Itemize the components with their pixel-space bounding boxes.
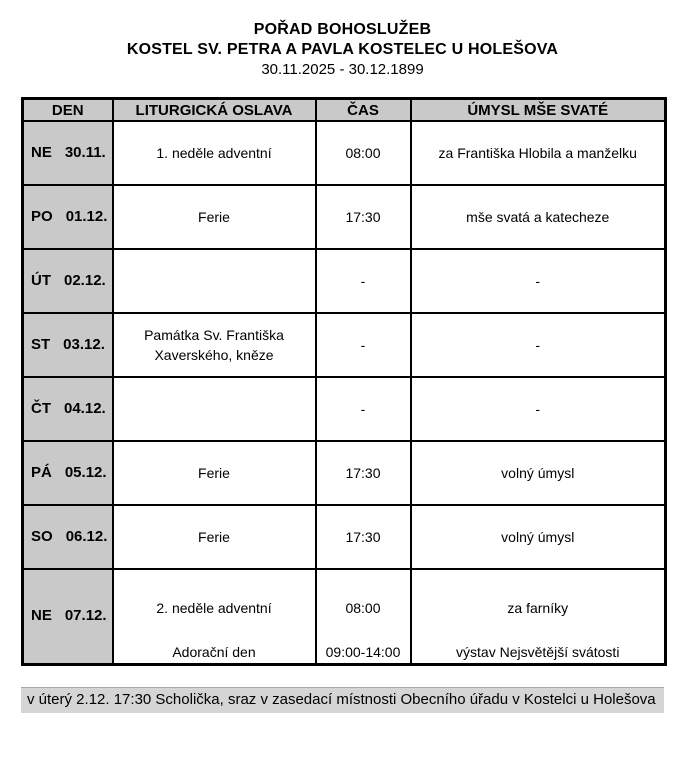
time-cell: 17:30 [316, 441, 411, 505]
intention-cell: volný úmysl [411, 441, 666, 505]
intention-cell: - [411, 313, 666, 377]
time-cell: 08:00 [316, 121, 411, 185]
celebration-secondary: Adorační den [172, 643, 256, 660]
col-header-den: DEN [23, 99, 113, 122]
time-cell: - [316, 249, 411, 313]
intention-secondary: výstav Nejsvětější svátosti [456, 643, 620, 660]
intention-primary: za farníky [507, 600, 569, 617]
celebration-cell: Ferie [113, 441, 316, 505]
celebration-cell: Ferie [113, 185, 316, 249]
table-row [23, 185, 666, 249]
table-row [23, 505, 666, 569]
schedule-table [21, 97, 667, 666]
col-header-cas: ČAS [316, 99, 411, 122]
intention-cell [411, 569, 666, 664]
time-secondary: 09:00-14:00 [325, 643, 401, 660]
col-header-umysl: ÚMYSL MŠE SVATÉ [411, 99, 666, 122]
table-row [23, 121, 666, 185]
day-date: 02.12. [64, 272, 106, 289]
time-cell: 17:30 [316, 505, 411, 569]
intention-cell: mše svatá a katecheze [411, 185, 666, 249]
day-cell [23, 569, 113, 664]
day-abbrev: SO [31, 528, 53, 545]
day-cell [23, 121, 113, 185]
day-cell [23, 313, 113, 377]
table-row [23, 313, 666, 377]
day-date: 07.12. [64, 607, 107, 625]
time-cell: - [316, 377, 411, 441]
day-abbrev: ÚT [31, 272, 51, 289]
table-row [23, 441, 666, 505]
celebration-cell [113, 569, 316, 664]
title-line-2: KOSTEL SV. PETRA A PAVLA KOSTELEC U HOLEŠOVA [126, 41, 559, 58]
day-date: 05.12. [64, 464, 107, 481]
table-row [23, 569, 666, 664]
day-date: 01.12. [65, 208, 108, 225]
document-title [21, 20, 664, 80]
title-date-range: 30.11.2025 - 30.12.1899 [261, 61, 424, 78]
celebration-cell [113, 377, 316, 441]
header-row [23, 99, 666, 122]
day-abbrev: ST [31, 336, 51, 353]
day-cell [23, 441, 113, 505]
celebration-cell: Ferie [113, 505, 316, 569]
day-date: 06.12. [65, 528, 108, 545]
day-abbrev: NE [31, 144, 52, 161]
celebration-cell: Památka Sv. Františka Xaverského, kněze [113, 313, 316, 377]
day-date: 30.11. [64, 144, 106, 161]
intention-cell: - [411, 377, 666, 441]
time-primary: 08:00 [345, 600, 381, 617]
footer-note: v úterý 2.12. 17:30 Scholička, sraz v zasedací místnosti Obecního úřadu v Kostelci u Holešova [21, 687, 664, 713]
table-row [23, 249, 666, 313]
table-row [23, 377, 666, 441]
day-abbrev: NE [31, 607, 52, 625]
intention-cell: volný úmysl [411, 505, 666, 569]
time-cell [316, 569, 411, 664]
celebration-cell: 1. neděle adventní [113, 121, 316, 185]
day-cell [23, 377, 113, 441]
intention-cell: - [411, 249, 666, 313]
title-line-1: POŘAD BOHOSLUŽEB [253, 21, 432, 38]
time-cell: - [316, 313, 411, 377]
day-abbrev: ČT [31, 400, 51, 417]
celebration-cell [113, 249, 316, 313]
celebration-primary: 2. neděle adventní [156, 600, 272, 617]
day-date: 03.12. [63, 336, 105, 353]
time-cell: 17:30 [316, 185, 411, 249]
day-cell [23, 249, 113, 313]
day-cell [23, 185, 113, 249]
day-abbrev: PÁ [31, 464, 52, 481]
col-header-liturgicka-oslava: LITURGICKÁ OSLAVA [113, 99, 316, 122]
day-cell [23, 505, 113, 569]
day-date: 04.12. [64, 400, 106, 417]
day-abbrev: PO [31, 208, 53, 225]
intention-cell: za Františka Hlobila a manželku [411, 121, 666, 185]
